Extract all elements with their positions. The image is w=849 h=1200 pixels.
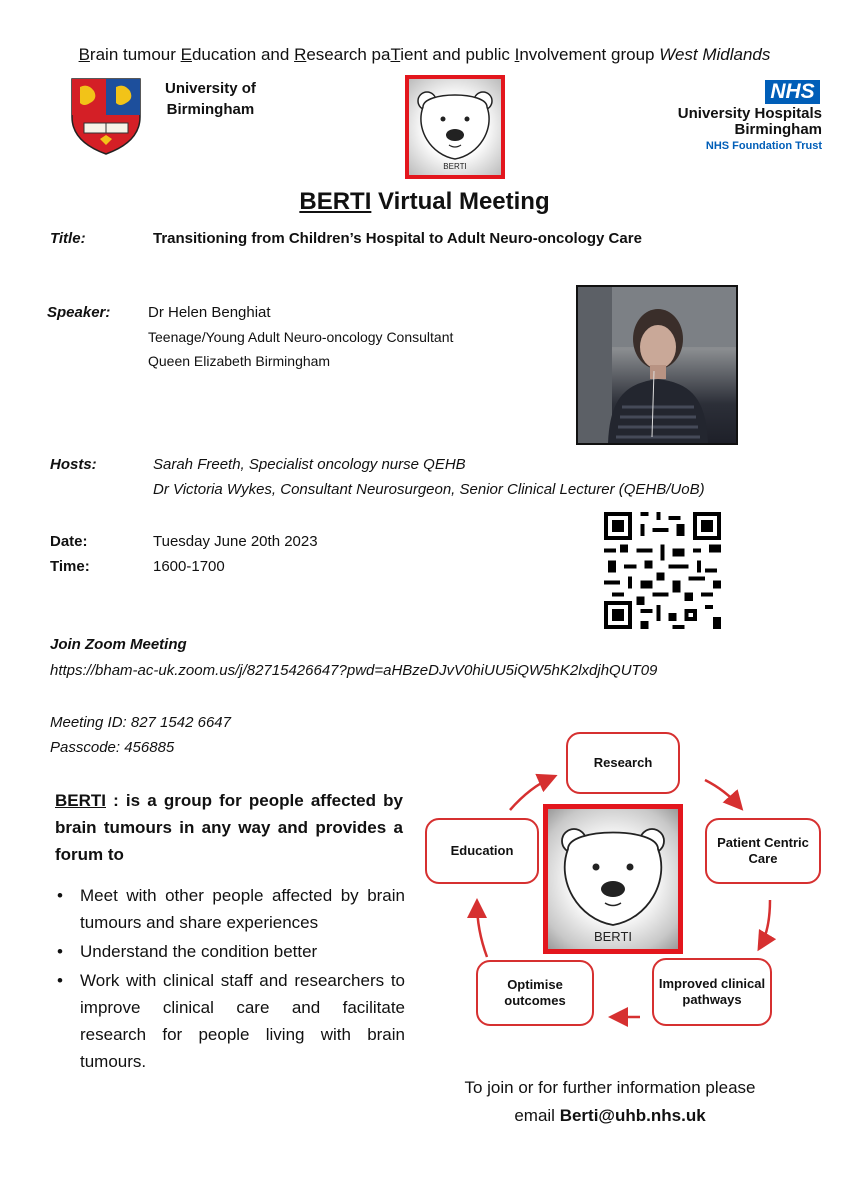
- uob-shield-logo: [70, 77, 142, 155]
- cycle-education: Education: [425, 818, 539, 884]
- berti-center-label: BERTI: [593, 929, 633, 944]
- group-title: Brain tumour Education and Research paTient and public Involvement group West Midlands: [78, 45, 771, 64]
- bear-face-icon: [548, 809, 678, 949]
- title-initial-t: T: [390, 45, 401, 64]
- list-item: • Work with clinical staff and researchers to improve clinical care and facilitate research for people living with brain tumours.: [55, 967, 405, 1075]
- contact-footer: To join or for further information please email Berti@uhb.nhs.uk: [464, 1078, 756, 1125]
- list-item: • Understand the condition better: [55, 938, 405, 965]
- title-initial-i: I: [514, 45, 520, 64]
- speaker-label: Speaker:: [47, 304, 111, 321]
- title-initial-b: B: [78, 45, 90, 64]
- speaker-role: Teenage/Young Adult Neuro-oncology Consultant: [148, 329, 454, 345]
- passcode: Passcode: 456885: [50, 739, 175, 756]
- cycle-optimise-outcomes: Optimise outcomes: [476, 960, 594, 1026]
- speaker-photo: [576, 285, 738, 445]
- time-value: 1600-1700: [153, 558, 225, 575]
- group-region: West Midlands: [659, 45, 771, 64]
- berti-aims-list: [55, 882, 405, 1077]
- host-2: Dr Victoria Wykes, Consultant Neurosurgeon, Senior Clinical Lecturer (QEHB/UoB): [153, 481, 705, 498]
- speaker-name: Dr Helen Benghiat: [148, 304, 271, 321]
- date-label: Date:: [50, 533, 88, 550]
- berti-description: BERTI : is a group for people affected by brain tumours in any way and provides a forum to: [55, 791, 403, 864]
- contact-email-link[interactable]: Berti@uhb.nhs.uk: [559, 1106, 706, 1125]
- arrow-patient-to-improved: [760, 900, 770, 947]
- meeting-heading: BERTI Virtual Meeting: [299, 188, 550, 215]
- berti-logo-label: BERTI: [443, 162, 467, 171]
- person-photo-icon: [578, 287, 736, 443]
- berti-center-logo: [543, 804, 683, 954]
- meeting-id: Meeting ID: 827 1542 6647: [50, 714, 231, 731]
- cycle-patient-centric-care: Patient Centric Care: [705, 818, 821, 884]
- title-initial-e: E: [180, 45, 192, 64]
- nhs-badge: NHS: [765, 80, 820, 104]
- time-label: Time:: [50, 558, 90, 575]
- speaker-place: Queen Elizabeth Birmingham: [148, 353, 331, 369]
- talk-title: Transitioning from Children’s Hospital to Adult Neuro-oncology Care: [153, 230, 642, 247]
- host-1: Sarah Freeth, Specialist oncology nurse QEHB: [153, 456, 466, 473]
- arrow-optimise-to-education: [477, 903, 487, 957]
- cycle-improved-pathways: Improved clinical pathways: [652, 958, 772, 1026]
- trust-name: University Hospitals Birmingham NHS Foundation Trust: [677, 105, 822, 152]
- date-value: Tuesday June 20th 2023: [153, 533, 318, 550]
- cycle-research: Research: [566, 732, 680, 794]
- bear-face-icon: [409, 79, 501, 175]
- arrow-research-to-patient: [705, 780, 740, 807]
- qr-code-icon[interactable]: [604, 512, 721, 629]
- title-initial-r: R: [294, 45, 307, 64]
- zoom-url-link[interactable]: https://bham-ac-uk.zoom.us/j/82715426647?pwd=aHBzeDJvV0hiUU5iQW5hK2lxdjhQUT09: [50, 662, 658, 679]
- title-label: Title:: [50, 230, 86, 247]
- berti-logo: [405, 75, 505, 179]
- list-item: • Meet with other people affected by brain tumours and share experiences: [55, 882, 405, 936]
- hosts-label: Hosts:: [50, 456, 97, 473]
- uob-name: University of Birmingham: [165, 80, 256, 118]
- join-zoom-label: Join Zoom Meeting: [50, 636, 187, 653]
